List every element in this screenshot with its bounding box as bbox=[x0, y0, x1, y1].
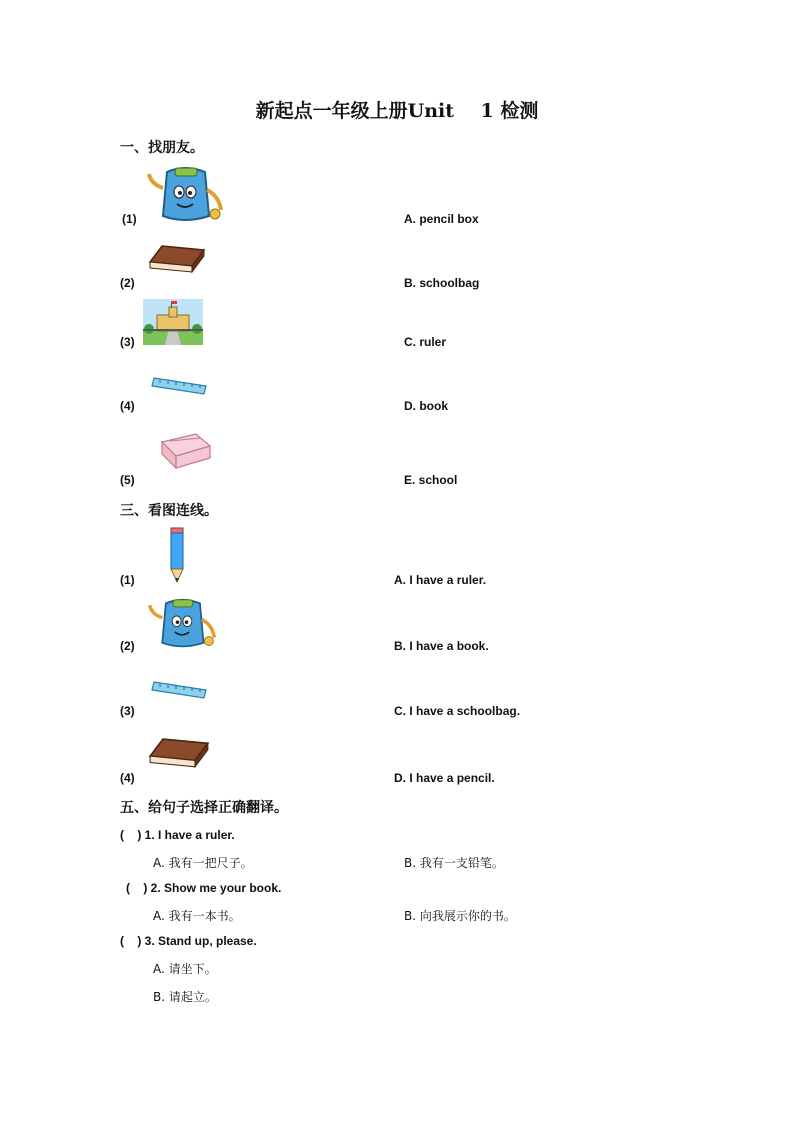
book-icon bbox=[148, 736, 210, 772]
schoolbag-icon bbox=[145, 166, 225, 224]
q1-prompt: ( ) 1. I have a ruler. bbox=[120, 828, 235, 842]
s1-item4-num: (4) bbox=[120, 399, 135, 413]
s3-option-c: C. I have a schoolbag. bbox=[394, 704, 521, 718]
q3-option-a: A. 请坐下。 bbox=[153, 962, 217, 976]
q3-prompt: ( ) 3. Stand up, please. bbox=[120, 934, 257, 948]
section1-heading: 一、找朋友。 bbox=[120, 140, 204, 156]
s1-option-c: C. ruler bbox=[404, 335, 447, 349]
q2-option-a: A. 我有一本书。 bbox=[153, 909, 241, 923]
s3-item2-num: (2) bbox=[120, 639, 135, 653]
s3-option-b: B. I have a book. bbox=[394, 639, 489, 653]
school-icon bbox=[143, 299, 203, 345]
s1-item1-num: (1) bbox=[122, 212, 137, 226]
section3-heading: 三、看图连线。 bbox=[120, 503, 218, 519]
s1-option-b: B. schoolbag bbox=[404, 276, 480, 290]
pencil-icon bbox=[168, 528, 186, 584]
ruler-icon bbox=[152, 678, 208, 700]
s1-item2-num: (2) bbox=[120, 276, 135, 290]
q1-option-a: A. 我有一把尺子。 bbox=[153, 856, 253, 870]
s1-item3-num: (3) bbox=[120, 335, 135, 349]
q2-option-b: B. 向我展示你的书。 bbox=[404, 909, 516, 923]
s3-item3-num: (3) bbox=[120, 704, 135, 718]
s1-option-a: A. pencil box bbox=[404, 212, 479, 226]
schoolbag-icon bbox=[146, 598, 218, 650]
s3-option-d: D. I have a pencil. bbox=[394, 771, 495, 785]
q3-option-b: B. 请起立。 bbox=[153, 990, 217, 1004]
q2-prompt: ( ) 2. Show me your book. bbox=[126, 881, 282, 895]
q1-option-b: B. 我有一支铅笔。 bbox=[404, 856, 504, 870]
s3-option-a: A. I have a ruler. bbox=[394, 573, 487, 587]
section5-heading: 五、给句子选择正确翻译。 bbox=[120, 800, 288, 816]
s3-item1-num: (1) bbox=[120, 573, 135, 587]
page-title: 新起点一年级上册Unit 1 检测 bbox=[255, 100, 539, 122]
book-icon bbox=[148, 244, 206, 276]
pencil-box-icon bbox=[158, 432, 212, 470]
s1-option-e: E. school bbox=[404, 473, 458, 487]
s3-item4-num: (4) bbox=[120, 771, 135, 785]
ruler-icon bbox=[152, 374, 208, 396]
s1-option-d: D. book bbox=[404, 399, 448, 413]
s1-item5-num: (5) bbox=[120, 473, 135, 487]
